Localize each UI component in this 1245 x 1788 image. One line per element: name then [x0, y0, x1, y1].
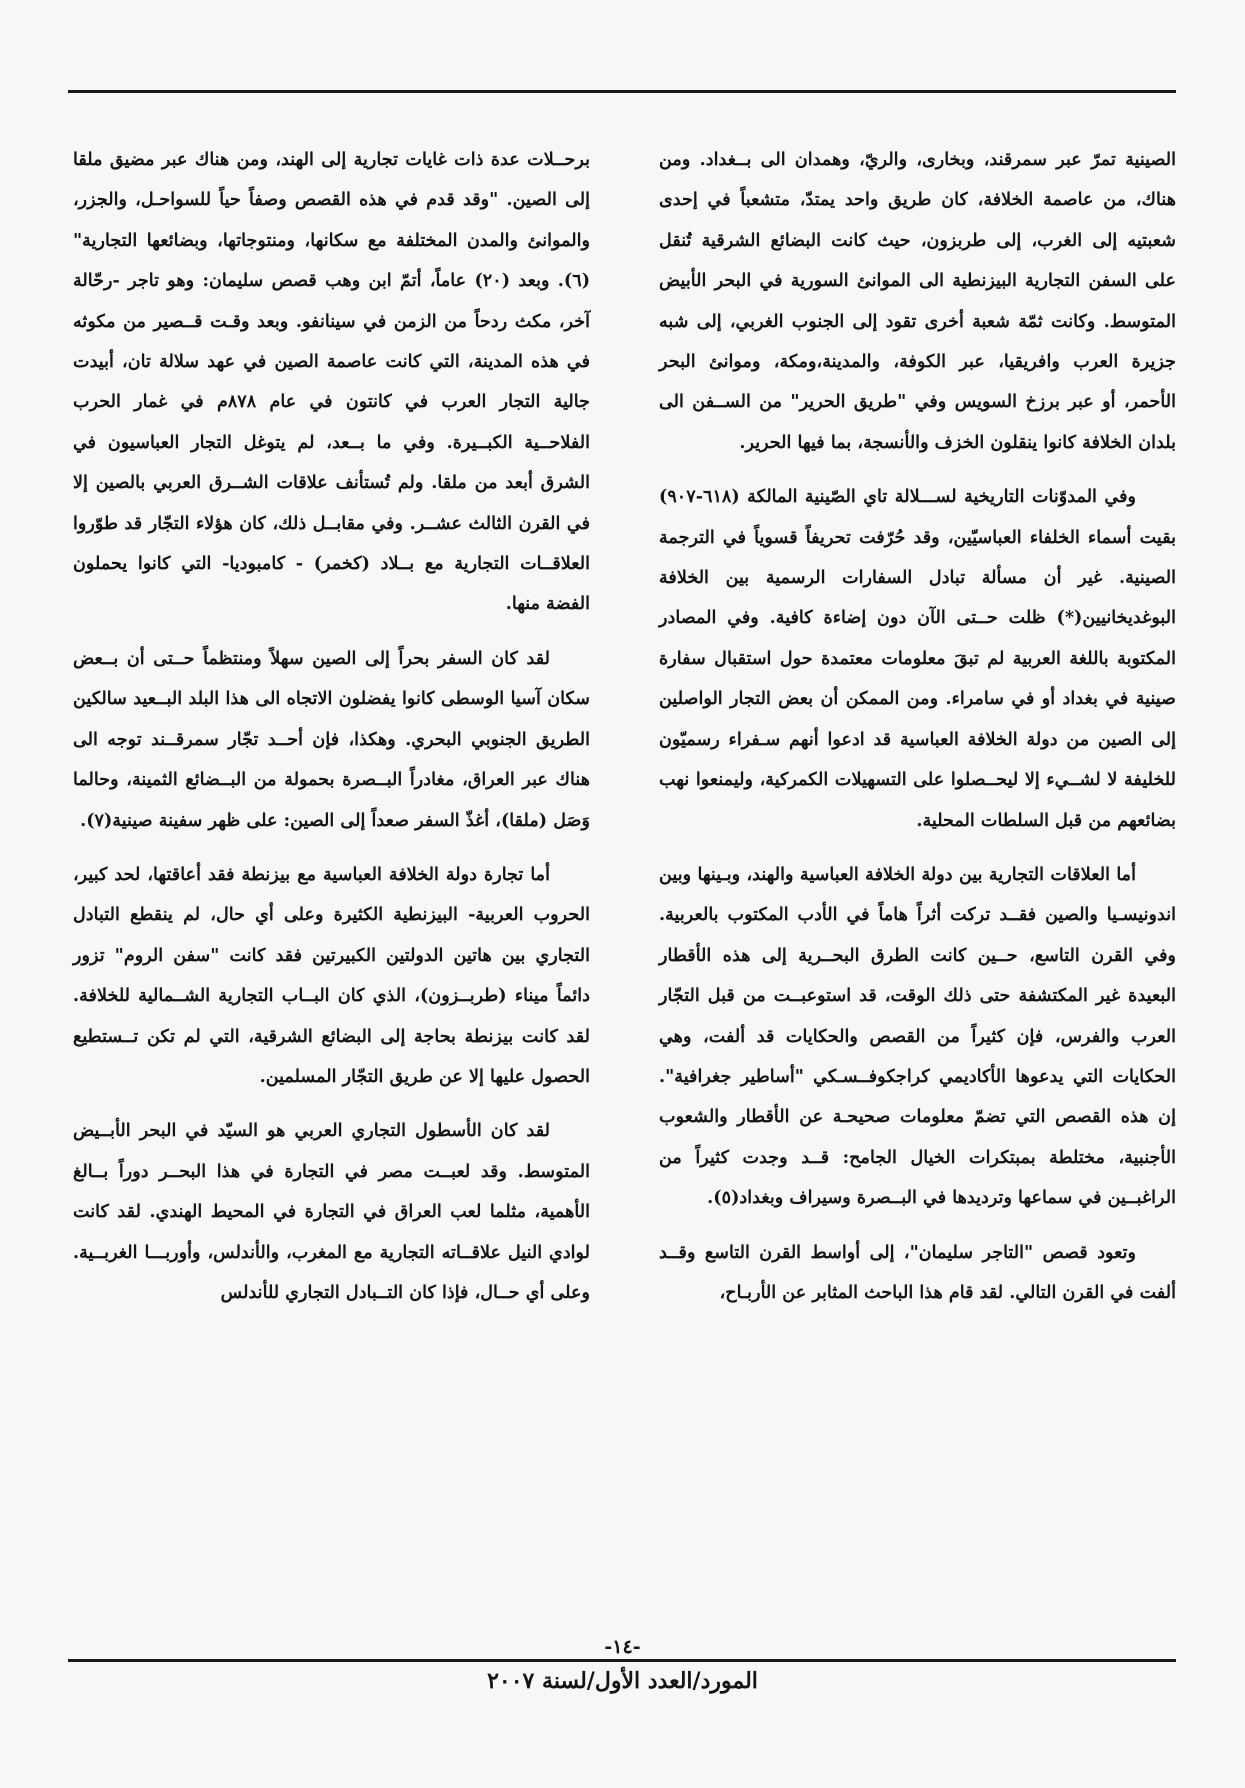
paragraph: أما العلاقات التجارية بين دولة الخلافة العباسية والهند، وبـينها وبين اندونيسـيا والصين فقــد تركت أثراً هاماً في الأدب المكتوب بالعربية. وفي القرن التاسع، حــين كانت الطرق البحــرية إلى هذه الأقطار البعيدة غير المكتشفة حتى ذلك الوقت، قد استوعبــت من قبل التجّار العرب والفرس، فإن كثيراً من القصص والحكايات قد ألفت، وهي الحكايات التي يدعوها الأكاديمي كراجكوفــسـكي "أساطير جغرافية". إن هذه القصص التي تضمّ معلومات صحيحـة عن الأقطار والشعوب الأجنبية، مختلطة بمبتكرات الخيال الجامح: قــد وجدت كثيراً من الراغبــين في سماعها وترديدها في البــصرة وسيراف وبغداد(٥).: [659, 863, 1176, 1209]
paragraph: وفي المدوّنات التاريخية لســـلالة تاي الصّينية المالكة (٦١٨-٩٠٧) بقيت أسماء الخلفاء العباسيّين، وقد حُرّفت تحريفاً قسوياً في الترجمة الصينية. غير أن مسألة تبادل السفارات الرسمية بين الخلافة البوغديخانيين(*) ظلت حــتى الآن دون إضاءة كافية. وفي المصادر المكتوبة باللغة العربية لم تبقَ معلومات معتمدة حول استقبال سفارة صينية في بغداد أو في سامراء. ومن الممكن أن بعض التجار الواصلين إلى الصين من دولة الخلافة العباسية قد ادعوا أنهم سـفراء رسميّون للخليفة لا لشــيء إلا ليحــصلوا على التسهيلات الكمركية، وليمنعوا نهب بضائعهم من قبل السلطات المحلية.: [659, 486, 1176, 831]
page-number: -١٤-: [604, 1636, 641, 1658]
paragraph: لقد كان الأسطول التجاري العربي هو السيّد في البحر الأبــيض المتوسط. وقد لعبــت مصر في التجارة في هذا البحــر دوراً بــالغ الأهمية، مثلما لعب العراق في التجارة في المحيط الهندي. لقد كانت لوادي النيل علاقــاته التجارية مع المغرب، والأندلس، وأوربـــا الغربــية. وعلى أي حــال، فإذا كان التــبادل التجاري للأندلس: [73, 1120, 590, 1303]
paragraph: برحــلات عدة ذات غايات تجارية إلى الهند، ومن هناك عبر مضيق ملقا إلى الصين. "وقد قدم في هذه القصص وصفاً حياً للسواحـل، والجزر، والموانئ والمدن المختلفة مع سكانها، ومنتوجاتها، وبضائعها التجارية"(٦). وبعد (٢٠) عاماً، أتمّ ابن وهب قصص سليمان: وهو تاجر -رحّالة آخر، مكث ردحاً من الزمن في سينانفو. وبعد وقـت قــصير من مكوثه في هذه المدينة، التي كانت عاصمة الصين في عهد سلالة تان، أبيدت جالية التجار العرب في كانتون في عام ٨٧٨م في غمار الحرب الفلاحــية الكبــيرة. وفي ما بــعد، لم يتوغل التجار العباسيون في الشرق أبعد من ملقا. ولم تُستأنف علاقات الشــرق العربي بالصين إلا في القرن الثالث عشــر. وفي مقابــل ذلك، كان هؤلاء التجّار قد طوّروا العلاقــات التجارية مع بــلاد (كخمر) - كامبوديا- التي كانوا يحملون الفضة منها.: [73, 149, 591, 615]
paragraph: وتعود قصص "التاجر سليمان"، إلى أواسط القرن التاسع وقــد ألفت في القرن التالي. لقد قام هذا الباحث المثابر عن الأربـاح،: [659, 1241, 1176, 1303]
top-rule: [68, 90, 1176, 93]
paragraph: الصينية تمرّ عبر سمرقند، وبخارى، والريّ، وهمدان الى بــغداد. ومن هناك، من عاصمة الخلافة، كان طريق واحد يمتدّ، متشعباً في إحدى شعبتيه إلى الغرب، إلى طربزون، حيث كانت البضائع الشرقية تُنقل على السفن التجارية البيزنطية الى الموانئ السورية في البحر الأبيض المتوسط. وكانت ثمّة شعبة أخرى تقود إلى الجنوب الغربي، إلى شبه جزيرة العرب وافريقيا، عبر الكوفة، والمدينة،ومكة، وموانئ البحر الأحمر، أو عبر برزخ السويس وفي "طريق الحرير" من الســفن الى بلدان الخلافة كانوا ينقلون الخزف والأنسجة، بما فيها الحرير.: [659, 149, 1176, 453]
footer-rule: [68, 1659, 1176, 1662]
paragraph: أما تجارة دولة الخلافة العباسية مع بيزنطة فقد أعاقتها، لحد كبير، الحروب العربية- البيزنطية الكثيرة وعلى أي حال، لم ينقطع التبادل التجاري بين هاتين الدولتين الكبيرتين فقد كانت "سفن الروم" تزور دائماً ميناء (طربــزون)، الذي كان البــاب التجارية الشــمالية للخلافة. لقد كانت بيزنطة بحاجة إلى البضائع الشرقية، التي لم تكن تــستطيع الحصول عليها إلا عن طريق التجّار المسلمين.: [73, 863, 590, 1087]
paragraph: لقد كان السفر بحراً إلى الصين سهلاً ومنتظماً حــتى أن بــعض سكان آسيا الوسطى كانوا يفضلون الاتجاه الى هذا البلد البــعيد سالكين الطريق الجنوبي البحري. وهكذا، فإن أحــد تجّار سمرقــند توجه الى هناك عبر العراق، مغادراً البــصرة بحمولة من البــضائع الثمينة، وحالما وَصَل (ملقا)، أغذّ السفر صعداً إلى الصين: على ظهر سفينة صينية(٧).: [73, 647, 590, 831]
right-column: [659, 140, 1176, 1313]
left-column: [73, 140, 590, 1313]
journal-info: المورد/العدد الأول/لسنة ٢٠٠٧: [487, 1668, 758, 1694]
